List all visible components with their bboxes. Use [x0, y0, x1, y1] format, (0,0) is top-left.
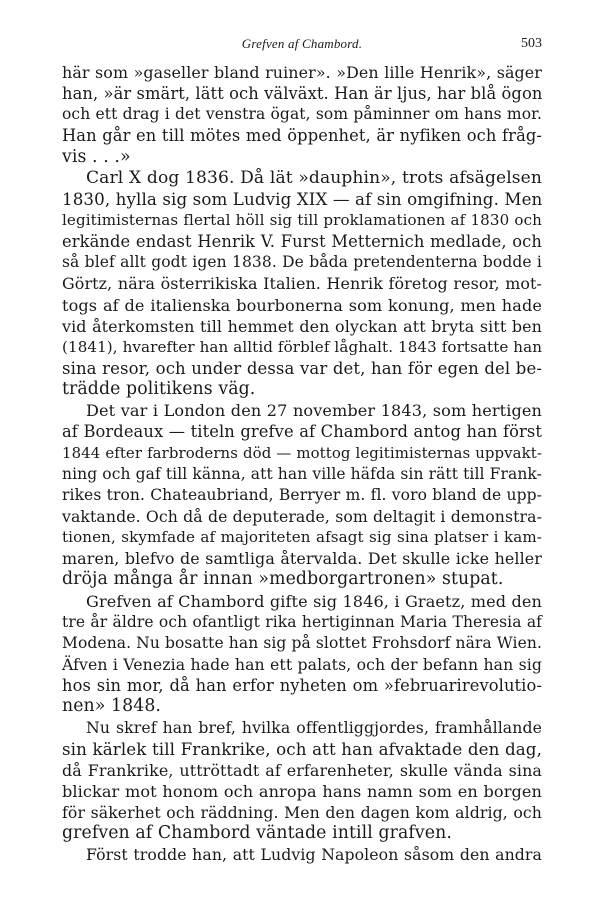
- text-line: sina resor, och under dessa var det, han för egen del be-: [62, 358, 542, 378]
- text-line: togs af de italienska bourbonerna som konung, men hade: [62, 295, 542, 315]
- text-line: vid återkomsten till hemmet den olyckan att bryta sitt ben: [62, 316, 542, 336]
- text-line: Han går en till mötes med öppenhet, är nyfiken och fråg-: [62, 126, 542, 146]
- text-line: trädde politikens väg.: [62, 379, 256, 400]
- text-line: och ett drag i det venstra ögat, som påminner om hans mor.: [62, 105, 542, 124]
- text-line: grefven af Chambord väntade intill grafven.: [62, 823, 452, 844]
- text-line: (1841), hvarefter han alltid förblef låghalt. 1843 fortsatte han: [62, 337, 543, 356]
- text-line: dröja många år innan »medborgartronen» stupat.: [62, 569, 504, 590]
- text-line: då Frankrike, uttröttadt af erfarenheter, skulle vända sina: [62, 760, 542, 780]
- text-line: 1830, hylla sig som Ludvig XIX — af sin omgifning. Men: [62, 188, 543, 209]
- text-line: tionen, skymfade af majoriteten afsagt sig sina platser i kam-: [62, 528, 542, 547]
- text-line: rikes tron. Chateaubriand, Berryer m. fl. voro bland de upp-: [62, 485, 542, 504]
- page-number: 503: [521, 36, 542, 51]
- text-line: ning och gaf till känna, att han ville häfda sin rätt till Frank-: [62, 464, 542, 483]
- text-line: 1844 efter farbroderns död — mottog legitimisternas uppvakt-: [62, 443, 542, 462]
- text-line: här som »gaseller bland ruiner». »Den lille Henrik», säger: [62, 63, 542, 82]
- paragraph-first-line: Grefven af Chambord gifte sig 1846, i Graetz, med den: [86, 591, 542, 611]
- text-line: legitimisternas flertal höll sig till proklamationen af 1830 och: [62, 210, 542, 229]
- text-line: af Bordeaux — titeln grefve af Chambord antog han först: [62, 422, 542, 442]
- text-line: tre år äldre och ofantligt rika hertiginnan Maria Theresia af: [62, 612, 542, 631]
- text-line: Görtz, nära österrikiska Italien. Henrik företog resor, mot-: [62, 274, 542, 294]
- paragraph-first-line: Carl X dog 1836. Då lät »dauphin», trots afsägelsen: [86, 167, 542, 188]
- text-line: så blef allt godt igen 1838. De båda pretendenterna bodde i: [62, 253, 542, 272]
- text-line: sin kärlek till Frankrike, och att han afvaktade den dag,: [62, 738, 542, 759]
- text-line: maren, blefvo de samtliga återvalda. Det skulle icke heller: [62, 549, 542, 569]
- running-title: Grefven af Chambord.: [241, 36, 363, 51]
- text-line: Modena. Nu bosatte han sig på slottet Frohsdorf nära Wien.: [62, 633, 542, 652]
- text-line: blickar mot honom och anropa hans namn som en borgen: [62, 781, 542, 801]
- text-line: vis . . .»: [62, 146, 131, 167]
- paragraph-first-line: Det var i London den 27 november 1843, som hertigen: [86, 401, 542, 421]
- text-line: nen» 1848.: [62, 696, 162, 717]
- text-line: för säkerhet och räddning. Men den dagen kom aldrig, och: [62, 802, 542, 822]
- text-line: vaktande. Och då de deputerade, som deltagit i demonstra-: [62, 506, 542, 526]
- text-line: han, »är smärt, lätt och välväxt. Han är ljus, har blå ögon: [62, 84, 543, 104]
- text-line: Äfven i Venezia hade han ett palats, och der befann han sig: [62, 654, 542, 674]
- paragraph-first-line: Först trodde han, att Ludvig Napoleon såsom den andra: [86, 845, 542, 865]
- text-line: erkände endast Henrik V. Furst Metternich medlade, och: [62, 232, 542, 252]
- text-line: hos sin mor, då han erfor nyheten om »februarirevolutio-: [62, 676, 542, 696]
- body-text: [62, 62, 542, 865]
- paragraph-first-line: Nu skref han bref, hvilka offentliggjordes, framhållande: [86, 718, 542, 738]
- page-header: [62, 36, 542, 56]
